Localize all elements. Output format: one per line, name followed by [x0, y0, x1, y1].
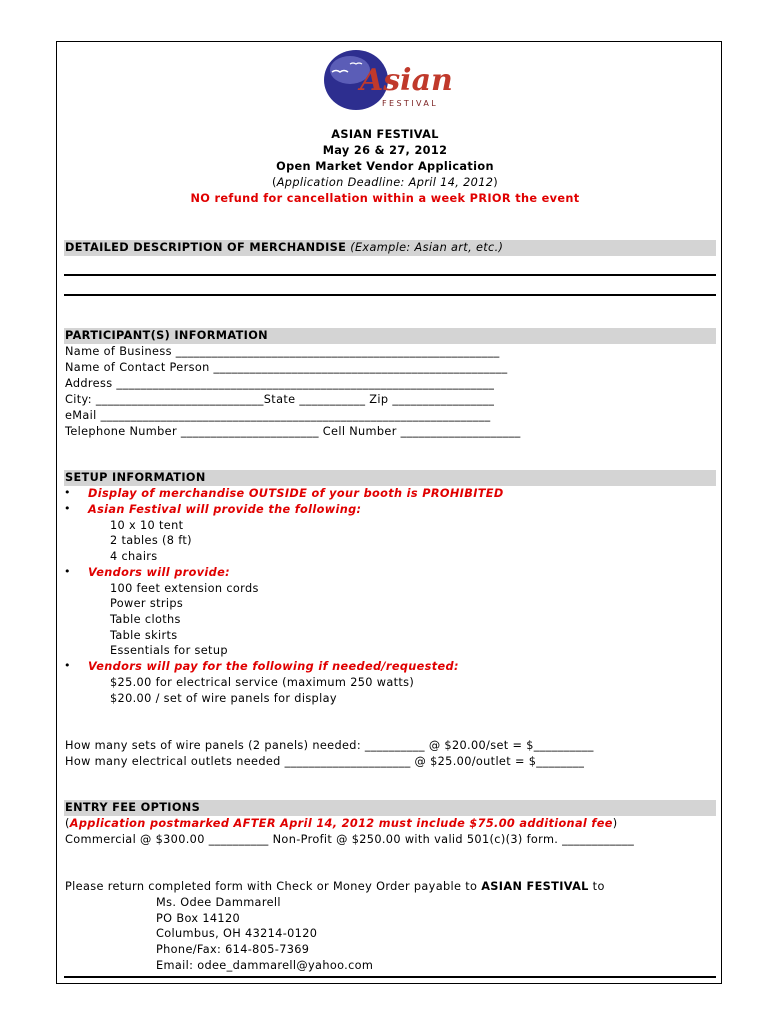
festival-title: ASIAN FESTIVAL — [331, 128, 439, 141]
electrical-outlets-question[interactable]: How many electrical outlets needed _____________________ @ $25.00/outlet = $________ — [65, 755, 585, 768]
merch-line-2[interactable] — [64, 294, 716, 296]
business-name-field[interactable]: Name of Business ______________________________________________________ — [65, 345, 500, 358]
merch-line-1[interactable] — [64, 274, 716, 276]
festival-dates: May 26 & 27, 2012 — [322, 144, 448, 157]
return-instructions: Please return completed form with Check or Money Order payable to ASIAN FESTIVAL to — [65, 880, 605, 893]
contact-person-field[interactable]: Name of Contact Person _________________________________________________ — [65, 361, 508, 374]
wire-panels-question[interactable]: How many sets of wire panels (2 panels) needed: __________ @ $20.00/set = $__________ — [65, 739, 594, 752]
city-state-zip-field[interactable]: City: ____________________________State ___________ Zip _________________ — [65, 393, 495, 406]
participant-heading: PARTICIPANT(S) INFORMATION — [65, 329, 268, 342]
bottom-rule — [64, 976, 716, 978]
fees-heading: ENTRY FEE OPTIONS — [65, 801, 201, 814]
email-field[interactable]: eMail _________________________________________________________________ — [65, 409, 491, 422]
setup-festival-provides: Asian Festival will provide the following: — [88, 503, 362, 516]
fee-options-field[interactable]: Commercial @ $300.00 __________ Non-Profit @ $250.00 with valid 501(c)(3) form. ____________ — [65, 833, 635, 846]
city-state-zip: Columbus, OH 43214-0120 — [156, 927, 318, 940]
late-fee-text: Application postmarked AFTER April 14, 2012 must include $75.00 additional fee — [69, 817, 613, 830]
merch-example: (Example: Asian art, etc.) — [350, 241, 504, 254]
bullet-icon: • — [64, 486, 71, 499]
list-item: Power strips — [110, 597, 184, 610]
asian-festival-logo — [322, 50, 460, 112]
setup-heading: SETUP INFORMATION — [65, 471, 206, 484]
list-item: Table skirts — [110, 629, 178, 642]
phone-fax: Phone/Fax: 614-805-7369 — [156, 943, 310, 956]
form-subtitle: Open Market Vendor Application — [276, 160, 494, 173]
list-item: 10 x 10 tent — [110, 519, 184, 532]
logo-sub-text: FESTIVAL — [382, 99, 439, 108]
list-item: 100 feet extension cords — [110, 582, 259, 595]
bullet-icon: • — [64, 565, 71, 578]
list-item: 2 tables (8 ft) — [110, 534, 192, 547]
list-item: $20.00 / set of wire panels for display — [110, 692, 337, 705]
refund-notice: NO refund for cancellation within a week PRIOR the event — [190, 192, 580, 205]
contact-email: Email: odee_dammarell@yahoo.com — [156, 959, 374, 972]
list-item: Essentials for setup — [110, 644, 228, 657]
deadline-line: (Application Deadline: April 14, 2012) — [271, 176, 499, 189]
po-box: PO Box 14120 — [156, 912, 241, 925]
contact-name: Ms. Odee Dammarell — [156, 896, 281, 909]
bullet-icon: • — [64, 659, 71, 672]
payee-name: ASIAN FESTIVAL — [481, 880, 589, 893]
bullet-icon: • — [64, 502, 71, 515]
late-fee-notice: (Application postmarked AFTER April 14, 2012 must include $75.00 additional fee) — [65, 817, 618, 830]
phone-field[interactable]: Telephone Number _______________________ Cell Number ____________________ — [65, 425, 521, 438]
list-item: $25.00 for electrical service (maximum 250 watts) — [110, 676, 415, 689]
deadline-text: Application Deadline: April 14, 2012 — [276, 176, 494, 189]
list-item: Table cloths — [110, 613, 181, 626]
logo-main-text: Asian — [360, 63, 453, 98]
merch-heading: DETAILED DESCRIPTION OF MERCHANDISE (Example: Asian art, etc.) — [65, 241, 504, 254]
address-field[interactable]: Address _______________________________________________________________ — [65, 377, 495, 390]
setup-vendor-provides: Vendors will provide: — [88, 566, 230, 579]
setup-prohibited: Display of merchandise OUTSIDE of your booth is PROHIBITED — [88, 487, 504, 500]
setup-vendor-pays: Vendors will pay for the following if needed/requested: — [88, 660, 459, 673]
list-item: 4 chairs — [110, 550, 158, 563]
